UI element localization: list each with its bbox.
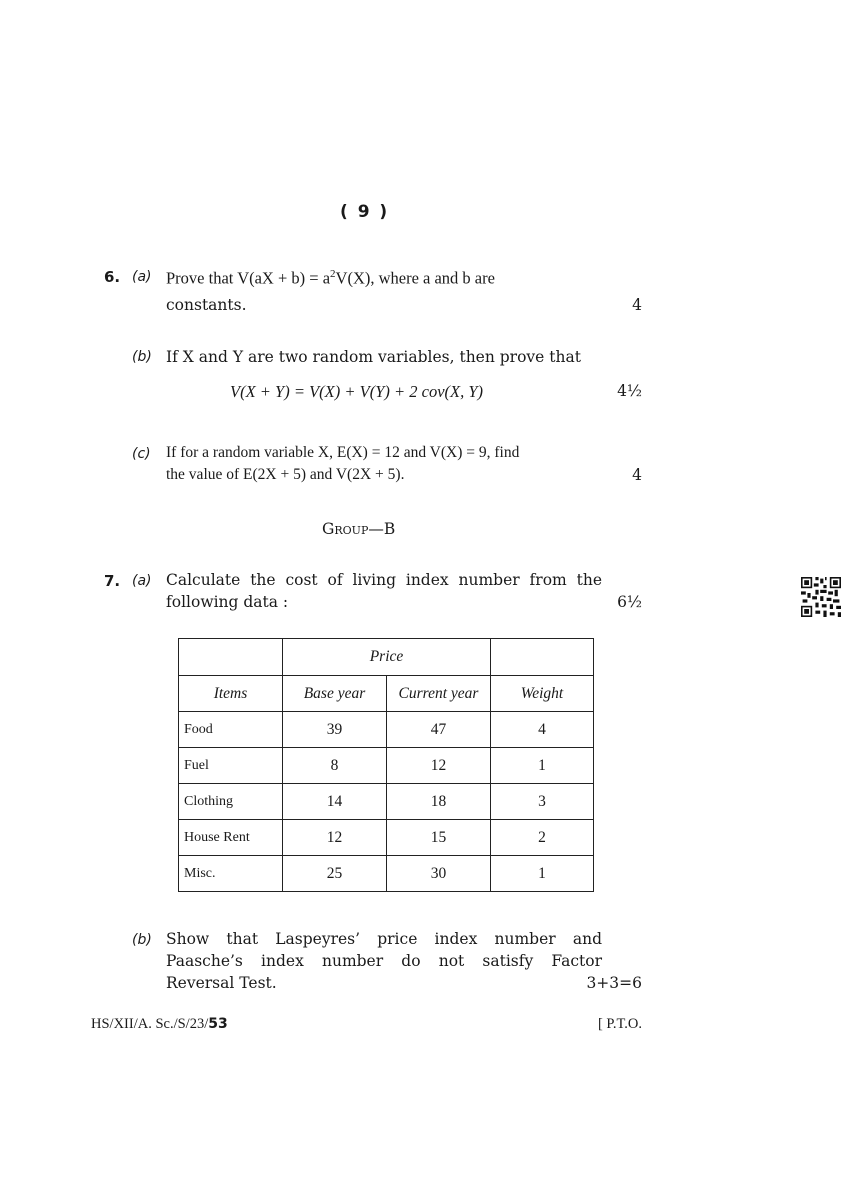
q7a-label: (a) [132,573,152,589]
current-price: 47 [387,712,491,748]
table-cell-empty [179,639,283,676]
base-price: 12 [283,820,387,856]
weight: 3 [491,784,594,820]
q6c-marks: 4 [632,466,642,484]
weight: 2 [491,820,594,856]
q6b-formula: V(X + Y) = V(X) + V(Y) + 2 cov(X, Y) [230,382,484,401]
q7a-line1: Calculate the cost of living index number from the [166,571,602,589]
q6b-marks: 4½ [617,382,642,400]
weight: 1 [491,748,594,784]
weight: 4 [491,712,594,748]
item-name: Misc. [179,856,283,892]
current-price: 15 [387,820,491,856]
base-price: 25 [283,856,387,892]
group-heading-suffix: —B [368,520,396,538]
q6c-label: (c) [132,446,151,462]
q7b-line3: Reversal Test. [166,974,277,992]
table-row [179,639,594,676]
base-price: 14 [283,784,387,820]
q6c-line1: If for a random variable X, E(X) = 12 and V(X) = 9, find [166,444,520,461]
q6b-label: (b) [132,349,152,365]
qr-code-icon [801,577,841,617]
q6b-line1: If X and Y are two random variables, then prove that [166,348,581,366]
current-price: 12 [387,748,491,784]
q6a-marks: 4 [632,296,642,314]
current-price: 30 [387,856,491,892]
table-row [179,820,594,856]
paper-code-bold: 53 [208,1016,228,1032]
q7b-line2: Paasche’s index number do not satisfy Factor [166,952,602,970]
q6a-superscript: 2 [330,268,336,280]
base-price: 8 [283,748,387,784]
table-row [179,748,594,784]
q6a-line1-start: Prove that V(aX + b) = a [166,268,331,288]
question-6-number: 6. [104,268,121,286]
table-row [179,784,594,820]
q7a-marks: 6½ [617,593,642,611]
pto-note: [ P.T.O. [597,1016,642,1032]
header-current-year: Current year [387,676,491,712]
q7a-line2: following data : [166,593,289,611]
item-name: Fuel [179,748,283,784]
item-name: Food [179,712,283,748]
q6a-line2: constants. [166,296,247,314]
q6a-label: (a) [132,269,152,285]
weight: 1 [491,856,594,892]
paper-code [91,1016,228,1033]
group-heading-prefix: Group [322,520,369,538]
header-weight: Weight [491,676,594,712]
page-number: ( 9 ) [340,202,390,222]
base-price: 39 [283,712,387,748]
price-data-table [178,638,594,892]
question-7-number: 7. [104,572,121,590]
group-heading [322,520,395,538]
q6c-line2: the value of E(2X + 5) and V(2X + 5). [166,466,405,483]
header-items: Items [179,676,283,712]
table-row [179,712,594,748]
q7b-marks: 3+3=6 [586,974,642,992]
price-header: Price [283,639,491,676]
q7b-line1: Show that Laspeyres’ price index number and [166,930,602,948]
table-cell-empty [491,639,594,676]
table-header-row [179,676,594,712]
q6a-line1 [166,268,602,289]
item-name: House Rent [179,820,283,856]
q6a-line1-end: V(X), where a and b are [335,268,495,288]
item-name: Clothing [179,784,283,820]
q7b-label: (b) [132,932,152,948]
current-price: 18 [387,784,491,820]
table-row [179,856,594,892]
paper-code-text: HS/XII/A. Sc./S/23/ [91,1016,209,1032]
header-base-year: Base year [283,676,387,712]
